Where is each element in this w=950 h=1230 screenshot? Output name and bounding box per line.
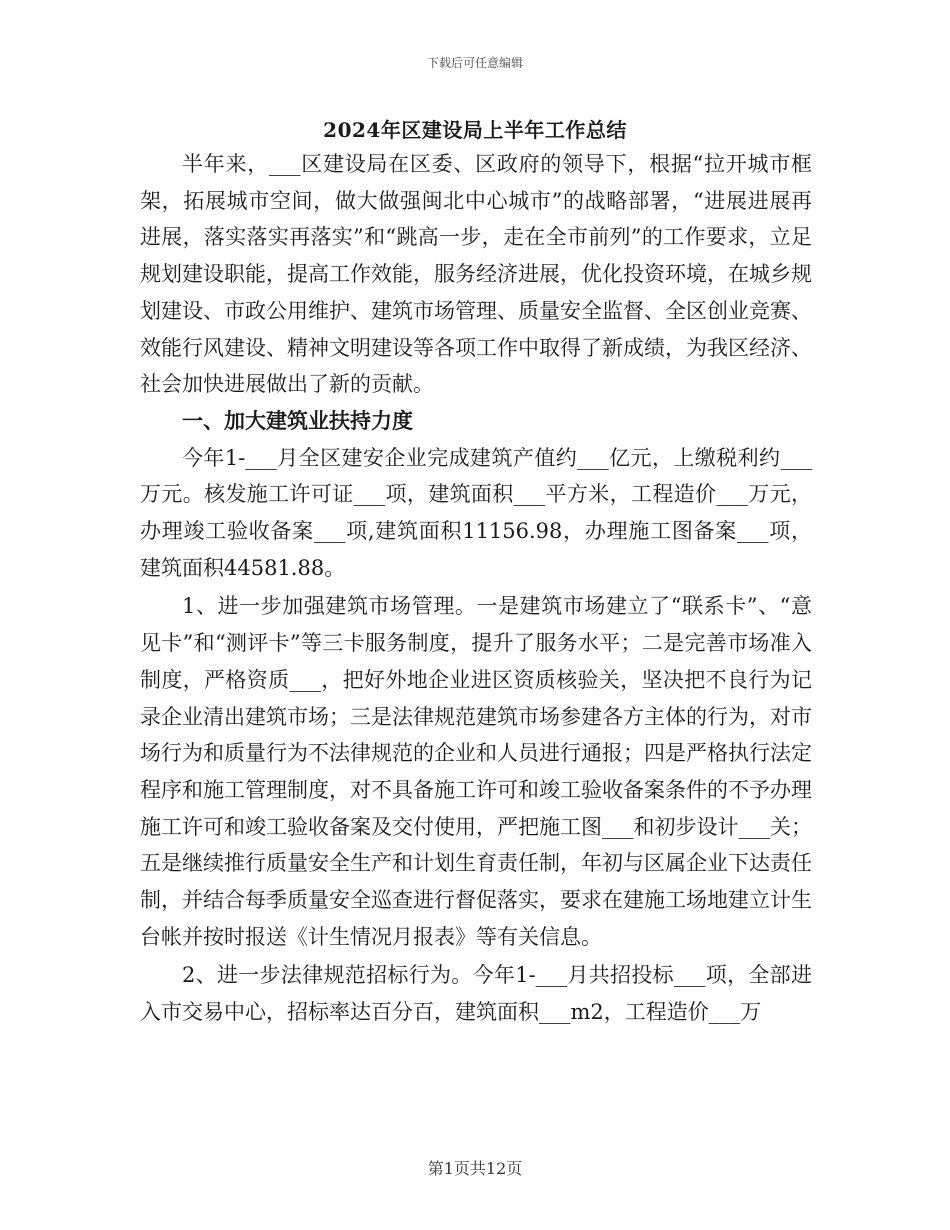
intro-paragraph: 半年来，___区建设局在区委、区政府的领导下，根据“拉开城市框架，拓展城市空间，做大做强闽北中心城市”的战略部署，“进展进展再进展，落实落实再落实”和“跳高一步，走在全市前列”的工作要求，立足规划建设职能，提高工作效能，服务经济进展，优化投资环境，在城乡规划建设、市政公用维护、建筑市场管理、质量安全监督、全区创业竞赛、效能行风建设、精神文明建设等各项工作中取得了新成绩，为我区经济、社会加快进展做出了新的贡献。	[140, 152, 812, 397]
page-footer: 第1页共12页	[427, 1159, 523, 1178]
market-management-paragraph: 1、进一步加强建筑市场管理。一是建筑市场建立了“联系卡”、“意见卡”和“测评卡”等三卡服务制度，提升了服务水平；二是完善市场准入制度，严格资质___，把好外地企业进区资质核验关，坚决把不良行为记录企业清出建筑市场；三是法律规范建筑市场参建各方主体的行为，对市场行为和质量行为不法律规范的企业和人员进行通报；四是严格执行法定程序和施工管理制度，对不具备施工许可和竣工验收备案条件的不予办理施工许可和竣工验收备案及交付使用，严把施工图___和初步设计___关；五是继续推行质量安全生产和计划生育责任制，年初与区属企业下达责任制，并结合每季质量安全巡查进行督促落实，要求在建施工场地建立计生台帐并按时报送《计生情况月报表》等有关信息。	[140, 594, 812, 949]
document-title: 2024年区建设局上半年工作总结	[323, 118, 627, 142]
stats-paragraph: 今年1-___月全区建安企业完成建筑产值约___亿元，上缴税利约___万元。核发施工许可证___项，建筑面积___平方米，工程造价___万元，办理竣工验收备案___项,建筑面积11156.98，办理施工图备案___项，建筑面积44581.88。	[140, 445, 812, 580]
document-body	[140, 146, 812, 1031]
bidding-paragraph: 2、进一步法律规范招标行为。今年1-___月共招投标___项，全部进入市交易中心，招标率达百分百，建筑面积___m2，工程造价___万	[140, 963, 812, 1025]
header-note: 下载后可任意编辑	[426, 56, 523, 70]
section-heading: 一、加大建筑业扶持力度	[182, 407, 413, 433]
